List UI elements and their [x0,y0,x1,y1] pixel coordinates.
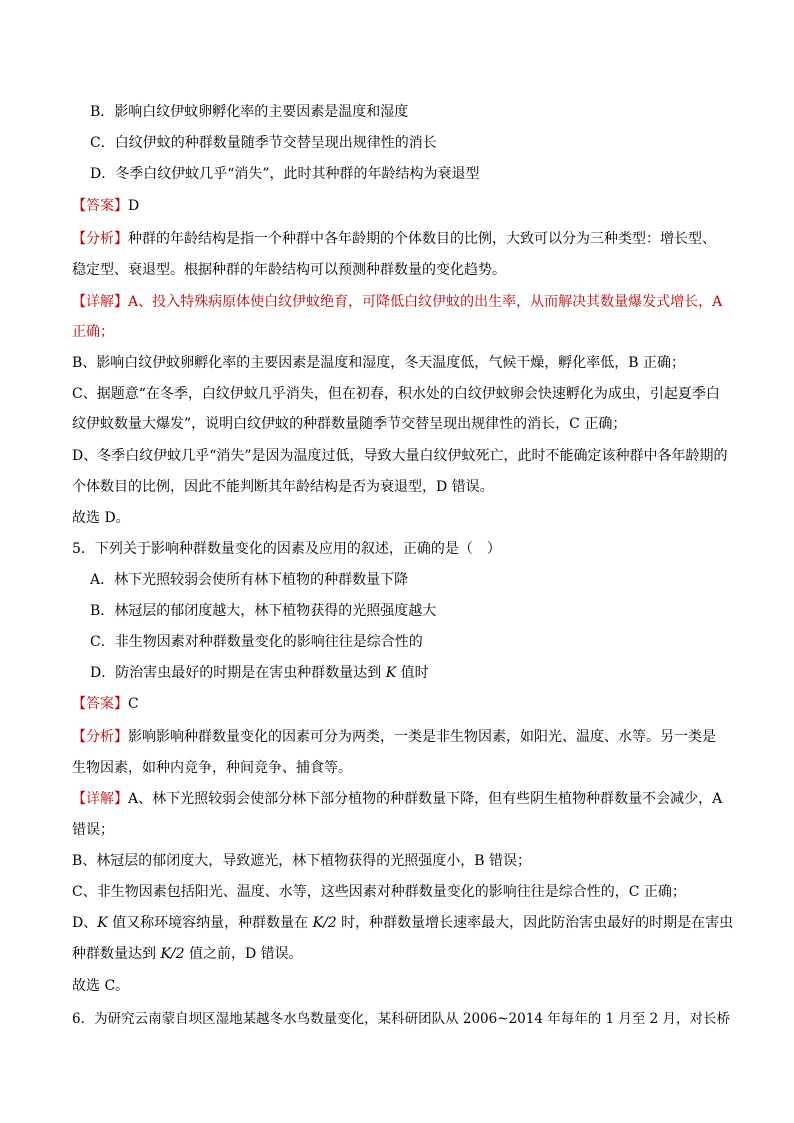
q5-option-b: B．林冠层的郁闭度越大，林下植物获得的光照强度越大 [90,603,437,619]
q4-detail-c-line-2: 纹伊蚊数量大爆发”，说明白纹伊蚊的种群数量随季节交替呈现出规律性的消长，C 正确； [72,416,627,432]
q4-analysis-line-1: 【分析】种群的年龄结构是指一个种群中各年龄期的个体数目的比例，大致可以分为三种类型：增长型、 [72,231,716,247]
q4-option-c: C．白纹伊蚊的种群数量随季节交替呈现出规律性的消长 [90,135,437,151]
q5-stem: 5．下列关于影响种群数量变化的因素及应用的叙述，正确的是（ ） [72,541,501,557]
q5-option-a: A．林下光照较弱会使所有林下植物的种群数量下降 [90,572,409,588]
q4-answer [72,196,139,216]
answer-value: D [128,198,140,214]
q4-option-b: B．影响白纹伊蚊卵孵化率的主要因素是温度和湿度 [90,104,409,120]
detail-tag: 【详解】 [72,294,128,310]
q5-detail-d-line-2: 种群数量达到 K/2 值之前，D 错误。 [72,946,303,962]
q5-analysis-line-2: 生物因素，如种内竞争，种间竞争、捕食等。 [72,760,352,776]
q5-option-d: D．防治害虫最好的时期是在害虫种群数量达到 K 值时 [90,665,429,681]
q6-stem: 6．为研究云南蒙自坝区湿地某越冬水鸟数量变化，某科研团队从 2006~2014 年每年的 1 月至 2 月，对长桥 [72,1011,731,1027]
answer-tag: 【答案】 [72,198,128,214]
q5-conclusion: 故选 C。 [72,978,130,994]
q4-detail-a-line-1: 【详解】A、投入特殊病原体使白纹伊蚊绝育，可降低白纹伊蚊的出生率，从而解决其数量爆发式增长，A [72,294,723,310]
q4-detail-c-line-1: C、据题意“在冬季，白纹伊蚊几乎消失，但在初春，积水处的白纹伊蚊卵会快速孵化为成虫，引起夏季白 [72,386,720,402]
q4-detail-a-line-2: 正确； [72,324,114,340]
q5-detail-d-line-1: D、K 值又称环境容纳量，种群数量在 K/2 时，种群数量增长速率最大，因此防治害虫最好的时期是在害虫 [72,915,734,931]
q5-answer [72,694,139,714]
q5-analysis-line-1: 【分析】影响影响种群数量变化的因素可分为两类，一类是非生物因素，如阳光、温度、水等。另一类是 [72,729,716,745]
analysis-tag: 【分析】 [72,231,128,247]
q5-option-c: C．非生物因素对种群数量变化的影响往往是综合性的 [90,634,423,650]
q5-detail-a-line-2: 错误； [72,822,114,838]
q4-conclusion: 故选 D。 [72,510,130,526]
q4-option-d: D．冬季白纹伊蚊几乎“消失”，此时其种群的年龄结构为衰退型 [90,166,480,182]
detail-tag: 【详解】 [72,791,128,807]
q4-detail-b: B、影响白纹伊蚊卵孵化率的主要因素是温度和湿度，冬天温度低，气候干燥，孵化率低，B 正确； [72,355,686,371]
q4-analysis-line-2: 稳定型、衰退型。根据种群的年龄结构可以预测种群数量的变化趋势。 [72,262,506,278]
q5-detail-a-line-1: 【详解】A、林下光照较弱会使部分林下部分植物的种群数量下降，但有些阴生植物种群数量不会减少，A [72,791,723,807]
analysis-tag: 【分析】 [72,729,128,745]
q5-detail-b: B、林冠层的郁闭度大，导致遮光，林下植物获得的光照强度小，B 错误； [72,853,532,869]
answer-tag: 【答案】 [72,696,128,712]
q4-detail-d-line-2: 个体数目的比例，因此不能判断其年龄结构是否为衰退型，D 错误。 [72,479,494,495]
q4-detail-d-line-1: D、冬季白纹伊蚊几乎“消失”是因为温度过低，导致大量白纹伊蚊死亡，此时不能确定该种群中各年龄期的 [72,448,728,464]
answer-value: C [128,696,139,712]
q5-detail-c: C、非生物因素包括阳光、温度、水等，这些因素对种群数量变化的影响往往是综合性的，C 正确； [72,884,686,900]
